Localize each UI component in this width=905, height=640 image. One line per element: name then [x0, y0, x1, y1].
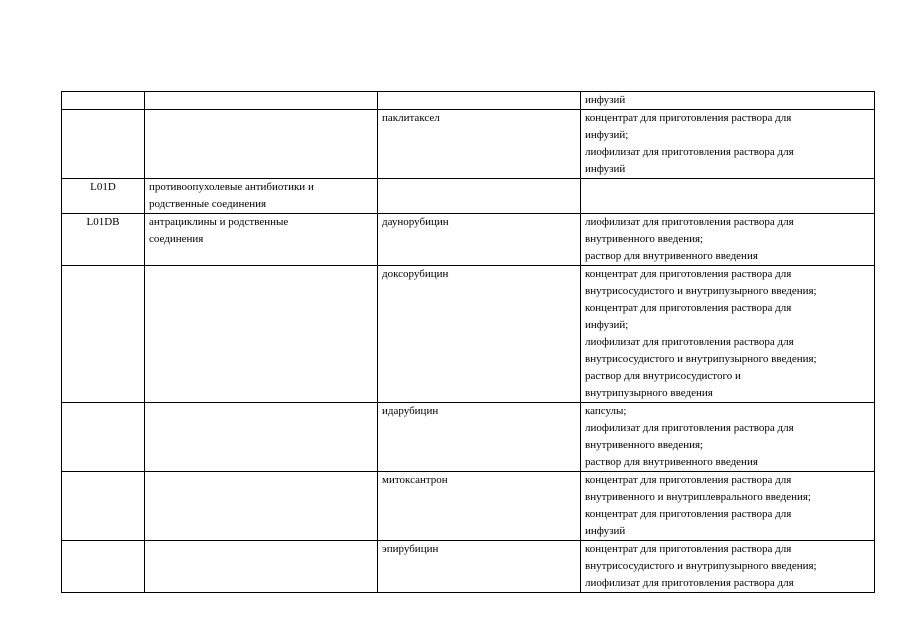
- substance-name: паклитаксел: [382, 112, 440, 124]
- anatomical-group-line: противоопухолевые антибиотики и: [149, 181, 314, 193]
- table-body: [62, 92, 875, 593]
- anatomical-group-line: соединения: [149, 233, 204, 245]
- dosage-form-line: инфузий: [585, 163, 626, 175]
- dosage-form-line: лиофилизат для приготовления раствора для: [585, 216, 794, 228]
- dosage-form-line: инфузий: [585, 94, 626, 106]
- dosage-form-line: лиофилизат для приготовления раствора для: [585, 146, 794, 158]
- anatomical-group-cell: [145, 266, 378, 403]
- substance-name: доксорубицин: [382, 268, 449, 280]
- drug-table: [61, 91, 875, 593]
- dosage-form-line: внутрисосудистого и внутрипузырного введения;: [585, 353, 817, 365]
- substance-cell: [378, 541, 581, 593]
- substance-name: эпирубицин: [382, 543, 439, 555]
- atc-code-cell: [62, 541, 145, 593]
- dosage-forms-cell: [581, 541, 875, 593]
- dosage-form-line: раствор для внутривенного введения: [585, 456, 758, 468]
- anatomical-group-cell: [145, 214, 378, 266]
- substance-name: даунорубицин: [382, 216, 449, 228]
- atc-code-cell: [62, 403, 145, 472]
- anatomical-group-cell: [145, 472, 378, 541]
- table-row: [62, 92, 875, 110]
- table-row: [62, 472, 875, 541]
- anatomical-group-cell: [145, 179, 378, 214]
- dosage-form-line: концентрат для приготовления раствора для: [585, 474, 792, 486]
- dosage-form-line: внутрипузырного введения: [585, 387, 713, 399]
- substance-cell: [378, 110, 581, 179]
- dosage-form-line: капсулы;: [585, 405, 627, 417]
- substance-cell: [378, 92, 581, 110]
- anatomical-group-cell: [145, 92, 378, 110]
- dosage-form-line: инфузий: [585, 525, 626, 537]
- atc-code: L01DB: [86, 216, 120, 228]
- table-row: [62, 110, 875, 179]
- dosage-form-line: лиофилизат для приготовления раствора для: [585, 336, 794, 348]
- atc-code-cell: [62, 110, 145, 179]
- atc-code-cell: [62, 92, 145, 110]
- substance-name: идарубицин: [382, 405, 439, 417]
- dosage-forms-cell: [581, 403, 875, 472]
- atc-code-cell: [62, 179, 145, 214]
- atc-code-cell: [62, 472, 145, 541]
- table-row: [62, 214, 875, 266]
- atc-code-cell: [62, 214, 145, 266]
- substance-cell: [378, 266, 581, 403]
- substance-cell: [378, 214, 581, 266]
- dosage-forms-cell: [581, 110, 875, 179]
- table-row: [62, 403, 875, 472]
- substance-name: митоксантрон: [382, 474, 448, 486]
- atc-code: L01D: [90, 181, 116, 193]
- dosage-form-line: внутрисосудистого и внутрипузырного введения;: [585, 285, 817, 297]
- dosage-form-line: раствор для внутрисосудистого и: [585, 370, 741, 382]
- dosage-form-line: концентрат для приготовления раствора для: [585, 508, 792, 520]
- dosage-form-line: внутривенного введения;: [585, 439, 704, 451]
- anatomical-group-line: антрациклины и родственные: [149, 216, 289, 228]
- dosage-form-line: инфузий;: [585, 129, 629, 141]
- dosage-form-line: концентрат для приготовления раствора для: [585, 302, 792, 314]
- dosage-form-line: инфузий;: [585, 319, 629, 331]
- anatomical-group-cell: [145, 403, 378, 472]
- dosage-form-line: внутривенного и внутриплеврального введения;: [585, 491, 811, 503]
- dosage-form-line: раствор для внутривенного введения: [585, 250, 758, 262]
- dosage-forms-cell: [581, 472, 875, 541]
- dosage-form-line: лиофилизат для приготовления раствора для: [585, 422, 794, 434]
- table-row: [62, 541, 875, 593]
- anatomical-group-cell: [145, 110, 378, 179]
- dosage-forms-cell: [581, 214, 875, 266]
- substance-cell: [378, 403, 581, 472]
- atc-code-cell: [62, 266, 145, 403]
- table-row: [62, 179, 875, 214]
- dosage-form-line: внутривенного введения;: [585, 233, 704, 245]
- dosage-form-line: концентрат для приготовления раствора для: [585, 543, 792, 555]
- dosage-form-line: внутрисосудистого и внутрипузырного введения;: [585, 560, 817, 572]
- table-row: [62, 266, 875, 403]
- anatomical-group-line: родственные соединения: [149, 198, 267, 210]
- anatomical-group-cell: [145, 541, 378, 593]
- dosage-form-line: концентрат для приготовления раствора для: [585, 112, 792, 124]
- substance-cell: [378, 179, 581, 214]
- dosage-forms-cell: [581, 266, 875, 403]
- dosage-form-line: концентрат для приготовления раствора для: [585, 268, 792, 280]
- dosage-forms-cell: [581, 92, 875, 110]
- substance-cell: [378, 472, 581, 541]
- dosage-forms-cell: [581, 179, 875, 214]
- dosage-form-line: лиофилизат для приготовления раствора для: [585, 577, 794, 589]
